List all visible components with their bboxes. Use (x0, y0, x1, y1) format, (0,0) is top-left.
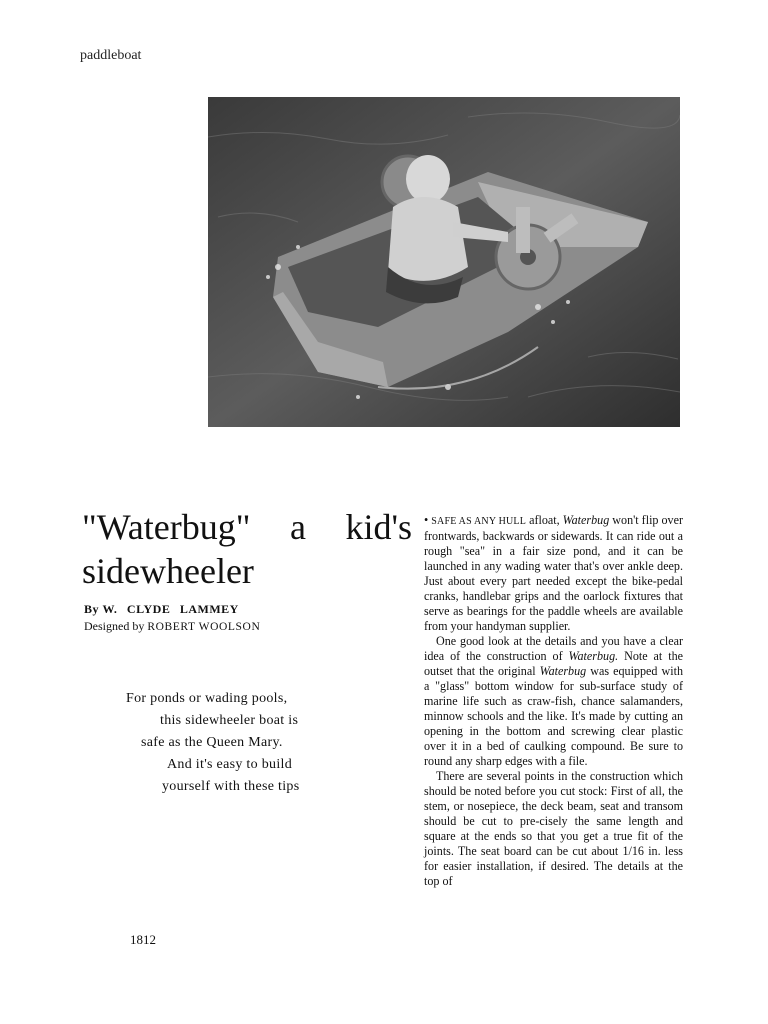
dek-line: And it's easy to build (167, 757, 293, 772)
section-header: paddleboat (80, 48, 142, 63)
body-text: won't flip over frontwards, backwards or sidewards. It can ride out a rough "sea" in a fair size pond, and it can be launched in any wading water that's over ankle deep. Just about every part needed except the bike-pedal cranks, handlebar grips and the oarlock fixtures that serve as bearings for the paddle wheels are available from your handyman supplier. (424, 513, 683, 633)
bullet-glyph: • (424, 513, 429, 527)
body-text: Note at the outset that the original (424, 649, 683, 678)
boat-name: Waterbug (539, 664, 587, 678)
dek-line: For ponds or wading pools, (126, 691, 288, 706)
article-body (424, 513, 683, 889)
byline-prefix: By (84, 602, 100, 616)
dek-line: this sidewheeler boat is (160, 713, 299, 728)
page-number: 1812 (130, 932, 156, 947)
boat-name: Waterbug (562, 513, 610, 527)
body-text: afloat, (526, 513, 563, 527)
body-paragraph (424, 634, 683, 769)
designer-name: ROBERT WOOLSON (147, 621, 261, 633)
boat-photo-illustration (208, 97, 680, 427)
article-title: "Waterbug" a kid's sidewheeler (82, 507, 412, 591)
author-name: W. CLYDE LAMMEY (102, 602, 239, 616)
designer-credit (84, 619, 260, 634)
body-text: One good look at the details and you have a clear idea of the construction of (424, 634, 683, 663)
body-paragraph (424, 513, 683, 634)
dek-line: yourself with these tips (162, 779, 300, 794)
dek-line: safe as the Queen Mary. (141, 735, 283, 750)
boat-photo (208, 97, 680, 427)
lead-in: SAFE AS ANY HULL (431, 516, 527, 527)
designed-prefix: Designed by (84, 619, 145, 633)
body-text: was equipped with a "glass" bottom window for sub-surface study of marine life such as craw-fish, chance salamanders, minnow schools and the like. It's made by cutting an opening in the bottom and screwing clear plastic over it in a bed of caulking compound. Be sure to round any sharp edges with a file. (424, 664, 683, 768)
body-paragraph: There are several points in the construction which should be noted before you cut stock: First of all, the stem, or nosepiece, the deck beam, seat and transom should be cut to pre-cisely the same length and square at the ends so that you get a true fit of the joints. The seat board can be cut about 1/16 in. less for easier installation, if desired. The details at the top of (424, 769, 683, 888)
boat-name: Waterbug. (568, 649, 619, 663)
byline (84, 602, 239, 617)
article-dek (110, 688, 320, 798)
